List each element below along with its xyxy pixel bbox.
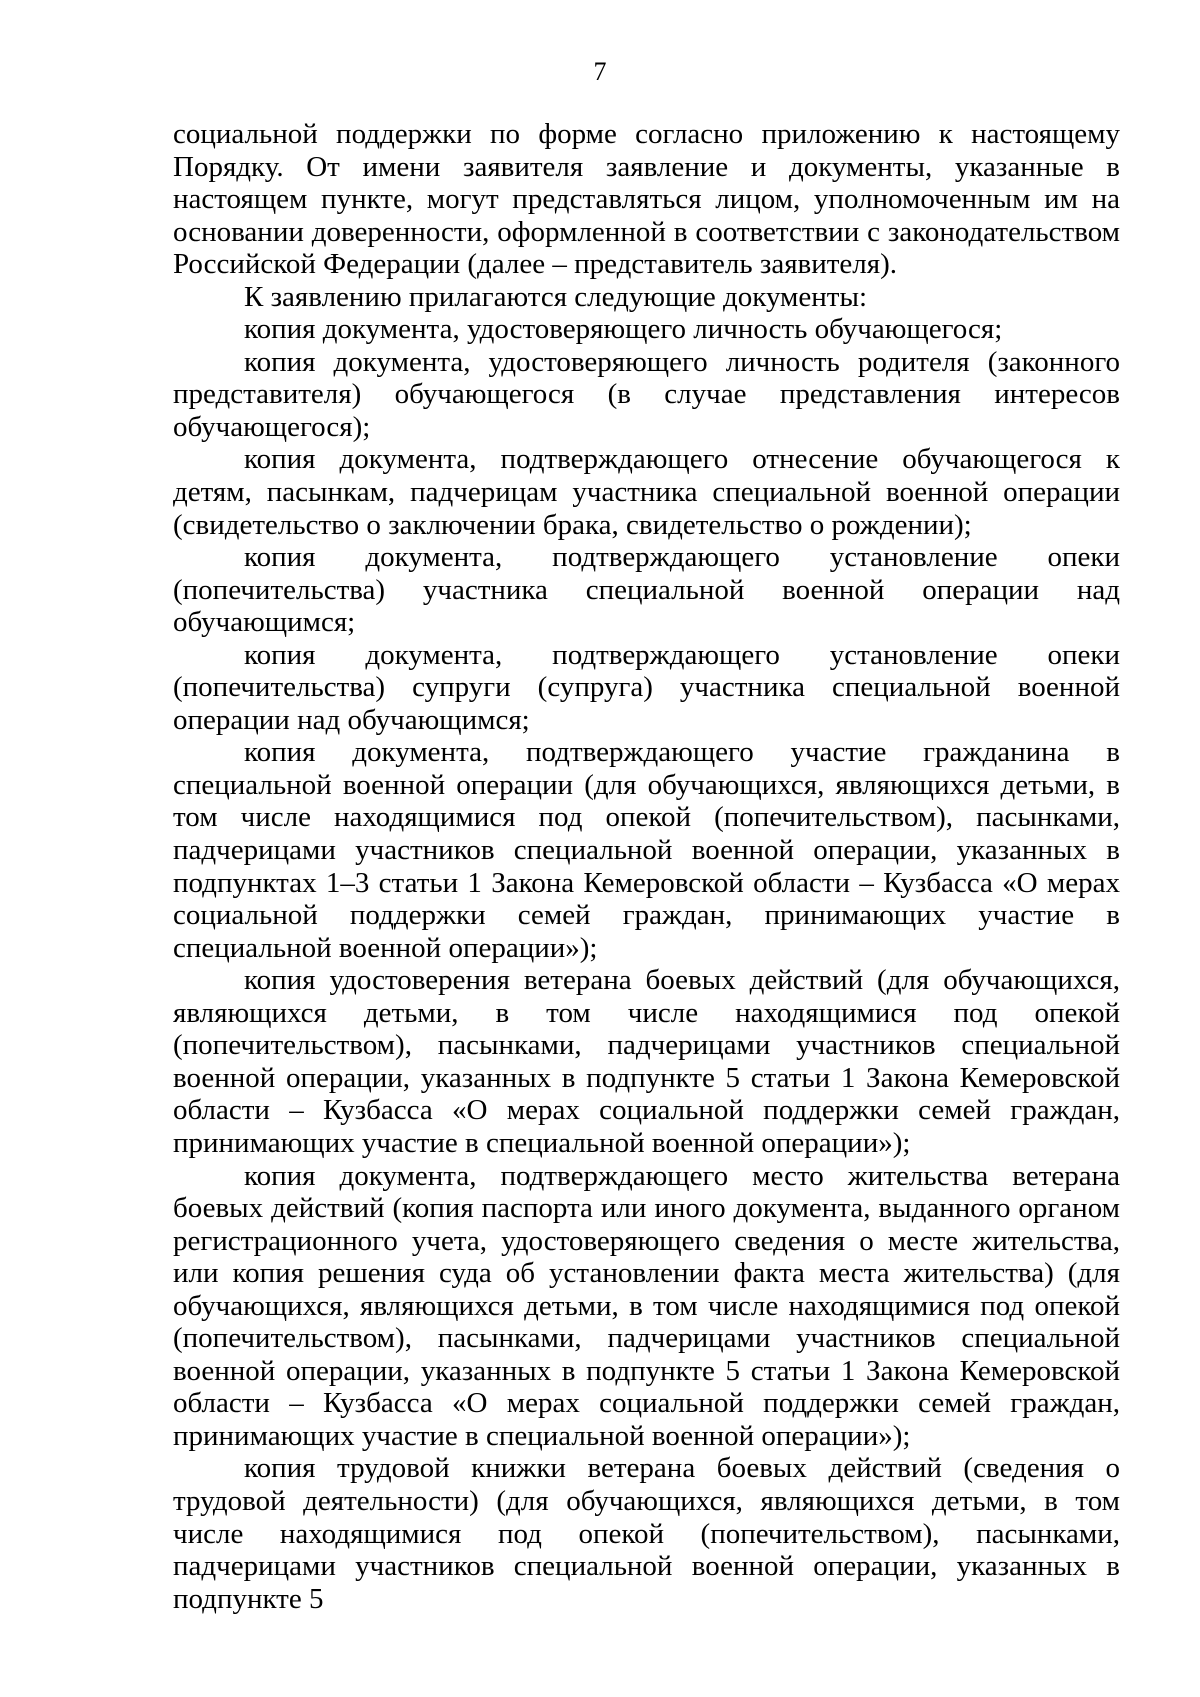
list-item-student-id-copy: копия документа, удостоверяющего личность обучающегося; bbox=[244, 313, 1003, 346]
list-item-relationship-proof: копия документа, подтверждающего отнесение обучающегося к детям, пасынкам, падчерицам участника специальной военной операции (свидетельство о заключении брака, свидетельство о рождении); bbox=[173, 443, 1120, 541]
list-item-veteran-certificate: копия удостоверения ветерана боевых действий (для обучающихся, являющихся детьми, в том числе находящимися под опекой (попечительством), пасынками, падчерицами участников специальной военной операции, указанных в подпункте 5 статьи 1 Закона Кемеровской области – Кузбасса «О мерах социальной поддержки семей граждан, принимающих участие в специальной военной операции»); bbox=[173, 964, 1120, 1159]
list-item-residence-proof: копия документа, подтверждающего место жительства ветерана боевых действий (копия паспорта или иного документа, выданного органом регистрационного учета, удостоверяющего сведения о месте жительства, или копия решения суда об установлении факта места жительства) (для обучающихся, являющихся детьми, в том числе находящимися под опекой (попечительством), пасынками, падчерицами участников специальной военной операции, указанных в подпункте 5 статьи 1 Закона Кемеровской области – Кузбасса «О мерах социальной поддержки семей граждан, принимающих участие в специальной военной операции»); bbox=[173, 1159, 1120, 1452]
page-number: 7 bbox=[593, 57, 607, 86]
document-body bbox=[173, 118, 1120, 1615]
paragraph-documents-intro: К заявлению прилагаются следующие документы: bbox=[244, 280, 868, 313]
paragraph-continuation: социальной поддержки по форме согласно приложению к настоящему Порядку. От имени заявителя заявление и документы, указанные в настоящем пункте, могут представляться лицом, уполномоченным им на основании доверенности, оформленной в соответствии с законодательством Российской Федерации (далее – представитель заявителя). bbox=[173, 118, 1120, 281]
list-item-guardianship-participant: копия документа, подтверждающего установление опеки (попечительства) участника специальной военной операции над обучающимся; bbox=[173, 541, 1120, 639]
list-item-guardianship-spouse: копия документа, подтверждающего установление опеки (попечительства) супруги (супруга) участника специальной военной операции над обучающимся; bbox=[173, 638, 1120, 736]
list-item-participation-proof: копия документа, подтверждающего участие гражданина в специальной военной операции (для обучающихся, являющихся детьми, в том числе находящимися под опекой (попечительством), пасынками, падчерицами участников специальной военной операции, указанных в подпунктах 1–3 статьи 1 Закона Кемеровской области – Кузбасса «О мерах социальной поддержки семей граждан, принимающих участие в специальной военной операции»); bbox=[173, 736, 1120, 964]
list-item-employment-record: копия трудовой книжки ветерана боевых действий (сведения о трудовой деятельности) (для обучающихся, являющихся детьми, в том числе находящимися под опекой (попечительством), пасынками, падчерицами участников специальной военной операции, указанных в подпункте 5 bbox=[173, 1452, 1120, 1615]
list-item-parent-id-copy: копия документа, удостоверяющего личность родителя (законного представителя) обучающегося (в случае представления интересов обучающегося); bbox=[173, 345, 1120, 443]
